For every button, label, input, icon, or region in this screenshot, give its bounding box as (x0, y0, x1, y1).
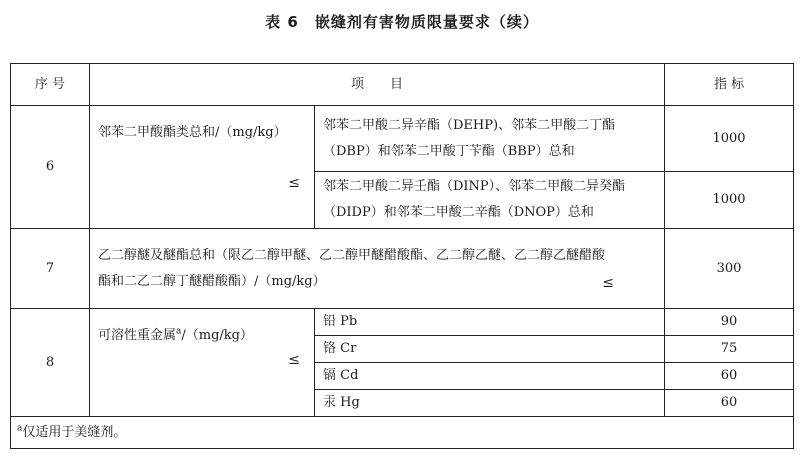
row7-value: 300 (665, 229, 794, 309)
row7-item-label: 乙二醇醚及醚酯总和（限乙二醇甲醚、乙二醇甲醚醋酸酯、乙二醇乙醚、乙二醇乙醚醋酸酯和二乙二醇丁醚醋酸酯）/（mg/kg） (98, 247, 606, 289)
row7-seq: 7 (11, 229, 90, 309)
table-title: 表 6 嵌缝剂有害物质限量要求（续） (265, 13, 539, 31)
footnote-text: 仅适用于美缝剂。 (22, 424, 127, 440)
row8-pb-name: 铅 Pb (315, 309, 665, 336)
row6-sub1-name: 邻苯二甲酸二异辛酯（DEHP)、邻苯二甲酸二丁酯（DBP）和邻苯二甲酸丁苄酯（BBP）总和 (315, 106, 665, 172)
row6-sub2-name: 邻苯二甲酸二异壬酯（DINP）、邻苯二甲酸二异癸酯（DIDP）和邻苯二甲酸二辛酯（DNOP）总和 (315, 172, 665, 229)
row8-hg-value: 60 (665, 390, 794, 417)
row6-item (90, 106, 315, 229)
row8-footnote-ref: a (176, 326, 182, 337)
footnote-row (11, 417, 794, 449)
row8-cd-name: 镉 Cd (315, 363, 665, 390)
row8-cd-value: 60 (665, 363, 794, 390)
row8-item-main: 可溶性重金属 (98, 328, 177, 343)
table-row (11, 309, 794, 336)
row8-hg-name: 汞 Hg (315, 390, 665, 417)
row6-sub1-value: 1000 (665, 106, 794, 172)
header-row (11, 64, 794, 106)
row6-sub2-value: 1000 (665, 172, 794, 229)
row7-item (90, 229, 665, 309)
header-item: 项 目 (90, 64, 665, 106)
row8-le: ≤ (288, 352, 300, 368)
table-row (11, 106, 794, 172)
row8-item-unit: /（mg/kg） (181, 328, 253, 343)
row8-cr-value: 75 (665, 336, 794, 363)
row8-cr-name: 铬 Cr (315, 336, 665, 363)
limit-table (10, 63, 794, 449)
row8-item-label (98, 323, 253, 349)
footnote-marker: a (17, 423, 23, 434)
row6-item-label: 邻苯二甲酸酯类总和/（mg/kg） (98, 125, 287, 140)
row8-seq: 8 (11, 309, 90, 417)
footnote (11, 417, 794, 449)
row6-le: ≤ (288, 175, 300, 191)
row6-seq: 6 (11, 106, 90, 229)
row8-pb-value: 90 (665, 309, 794, 336)
header-seq: 序 号 (11, 64, 90, 106)
row7-le: ≤ (602, 275, 615, 291)
row8-item (90, 309, 315, 417)
table-row (11, 229, 794, 309)
header-indicator: 指 标 (665, 64, 794, 106)
